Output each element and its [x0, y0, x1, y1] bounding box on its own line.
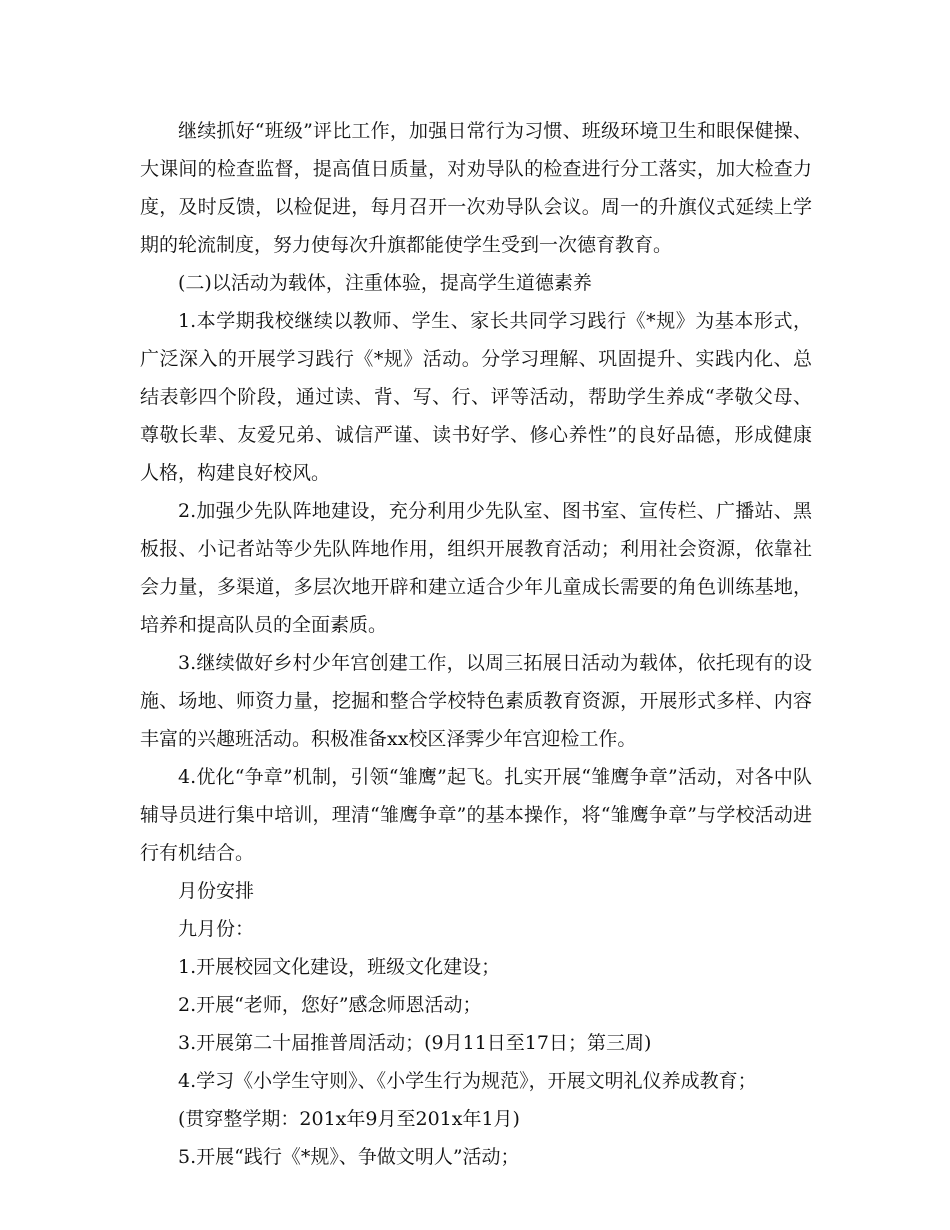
paragraph-item-1: 1.本学期我校继续以教师、学生、家长共同学习践行《*规》为基本形式，广泛深入的开展学习践行《*规》活动。分学习理解、巩固提升、实践内化、总结表彰四个阶段，通过读、背、写、行、评等活动，帮助学生养成“孝敬父母、尊敬长辈、友爱兄弟、诚信严谨、读书好学、修心养性”的良好品德，形成健康人格，构建良好校风。 — [140, 310, 812, 484]
schedule-item-1: 1.开展校园文化建设，班级文化建设； — [178, 956, 501, 978]
schedule-item-3: 3.开展第二十届推普周活动；(9月11日至17日；第三周) — [178, 1032, 652, 1054]
schedule-item-2: 2.开展“老师，您好”感念师恩活动； — [178, 994, 482, 1016]
paragraph-item-3: 3.继续做好乡村少年宫创建工作，以周三拓展日活动为载体，依托现有的设施、场地、师资力量，挖掘和整合学校特色素质教育资源，开展形式多样、内容丰富的兴趣班活动。积极准备xx校区泽霁少年宫迎检工作。 — [140, 652, 812, 750]
schedule-item-5: 5.开展“践行《*规》、争做文明人”活动； — [178, 1146, 520, 1168]
month-heading: 九月份： — [178, 918, 255, 940]
schedule-item-4: 4.学习《小学生守则》、《小学生行为规范》，开展文明礼仪养成教育； — [178, 1070, 757, 1092]
paragraph-item-2: 2.加强少先队阵地建设，充分利用少先队室、图书室、宣传栏、广播站、黑板报、小记者站等少先队阵地作用，组织开展教育活动；利用社会资源，依靠社会力量，多渠道，多层次地开辟和建立适合少年儿童成长需要的角色训练基地，培养和提高队员的全面素质。 — [140, 500, 812, 636]
paragraph-class-evaluation: 继续抓好“班级”评比工作，加强日常行为习惯、班级环境卫生和眼保健操、大课间的检查监督，提高值日质量，对劝导队的检查进行分工落实，加大检查力度，及时反馈，以检促进，每月召开一次劝导队会议。周一的升旗仪式延续上学期的轮流制度，努力使每次升旗都能使学生受到一次德育教育。 — [140, 120, 812, 256]
schedule-heading: 月份安排 — [178, 880, 255, 902]
document-body — [140, 112, 812, 1176]
paragraph-item-4: 4.优化“争章”机制，引领“雏鹰”起飞。扎实开展“雏鹰争章”活动，对各中队辅导员进行集中培训，理清“雏鹰争章”的基本操作，将“雏鹰争章”与学校活动进行有机结合。 — [140, 766, 812, 864]
section-heading-activities: (二)以活动为载体，注重体验，提高学生道德素养 — [178, 272, 592, 294]
schedule-item-4-note: (贯穿整学期：201x年9月至201x年1月) — [178, 1108, 520, 1130]
